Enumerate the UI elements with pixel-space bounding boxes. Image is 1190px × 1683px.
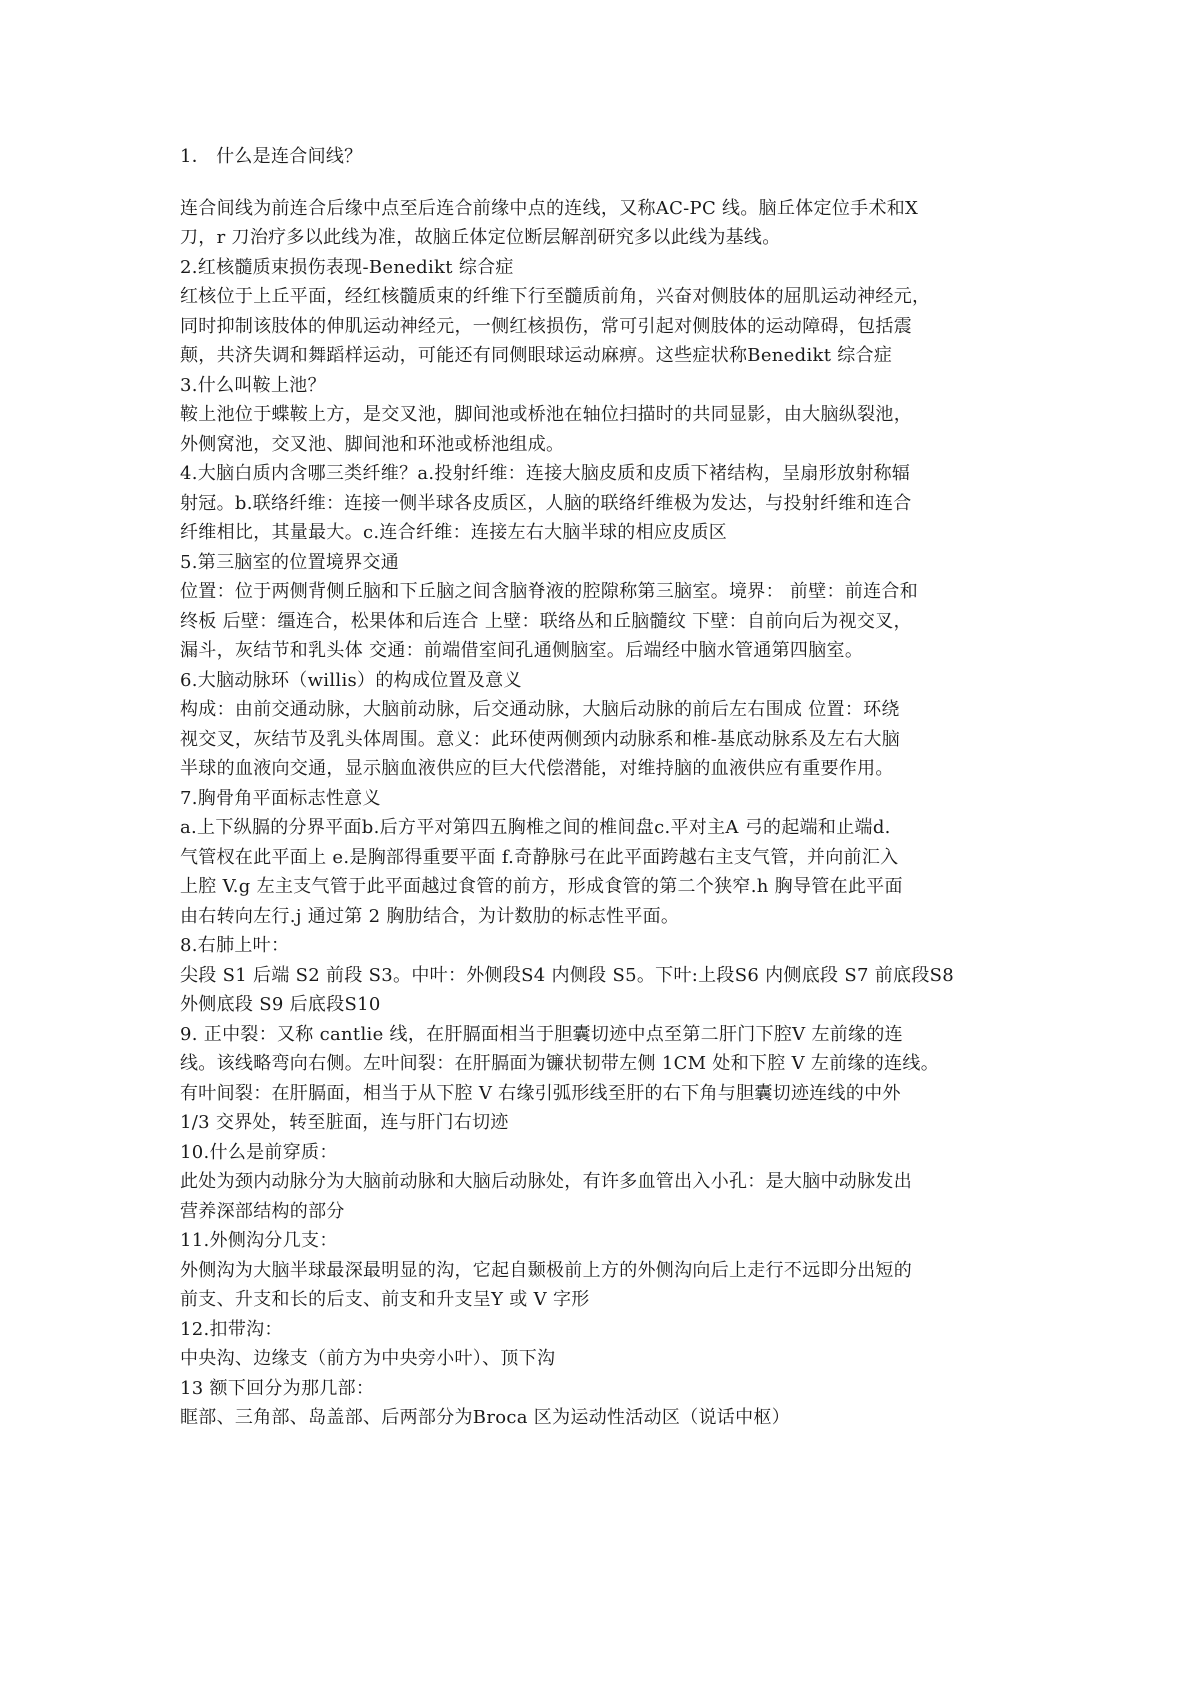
question-8-text-line: 外侧底段 S9 后底段S10 — [180, 994, 381, 1015]
paragraph-gap — [180, 172, 1030, 194]
question-6 — [180, 666, 1030, 784]
question-7-text-line: 上腔 V.g 左主支气管于此平面越过食管的前方，形成食管的第二个狭窄.h 胸导管在此平面 — [180, 876, 903, 897]
question-2-heading: 2.红核髓质束损伤表现-Benedikt 综合症 — [180, 256, 514, 278]
question-2-text-line: 颠，共济失调和舞蹈样运动，可能还有同侧眼球运动麻痹。这些症状称Benedikt 综合症 — [180, 345, 893, 366]
question-1 — [180, 142, 1030, 253]
question-5 — [180, 548, 1030, 666]
question-1-text-line: 连合间线为前连合后缘中点至后连合前缘中点的连线，又称AC-PC 线。脑丘体定位手术和X — [180, 197, 919, 219]
question-4 — [180, 459, 1030, 548]
question-7-text-line: a.上下纵膈的分界平面b.后方平对第四五胸椎之间的椎间盘c.平对主A 弓的起端和止端d. — [180, 817, 891, 838]
question-2-text-line: 同时抑制该肢体的伸肌运动神经元，一侧红核损伤，常可引起对侧肢体的运动障碍，包括震 — [180, 315, 912, 337]
question-5-text-line: 漏斗，灰结节和乳头体 交通：前端借室间孔通侧脑室。后端经中脑水管通第四脑室。 — [180, 640, 864, 661]
question-6-text-line: 半球的血液向交通，显示脑血液供应的巨大代偿潜能，对维持脑的血液供应有重要作用。 — [180, 758, 894, 779]
question-6-text-line: 视交叉，灰结节及乳头体周围。意义：此环使两侧颈内动脉系和椎-基底动脉系及左右大脑 — [180, 728, 901, 750]
question-8-text-line: 尖段 S1 后端 S2 前段 S3。中叶：外侧段S4 内侧段 S5。下叶:上段S6 内侧底段 S7 前底段S8 — [180, 964, 955, 986]
question-7-heading: 7.胸骨角平面标志性意义 — [180, 787, 381, 809]
question-10-text-line: 营养深部结构的部分 — [180, 1200, 345, 1222]
question-13 — [180, 1374, 1030, 1433]
question-8 — [180, 931, 1030, 1020]
question-3-text-line: 外侧窝池，交叉池、脚间池和环池或桥池组成。 — [180, 433, 565, 455]
question-2 — [180, 253, 1030, 371]
question-7-text-line: 由右转向左行.j 通过第 2 胸肋结合，为计数肋的标志性平面。 — [180, 905, 680, 927]
question-9-text-line: 1/3 交界处，转至脏面，连与肝门右切迹 — [180, 1112, 509, 1133]
question-1-heading: 1． 什么是连合间线？ — [180, 146, 363, 167]
question-4-text-line: 纤维相比，其量最大。c.连合纤维：连接左右大脑半球的相应皮质区 — [180, 522, 728, 543]
question-10-heading: 10.什么是前穿质： — [180, 1141, 338, 1163]
question-12 — [180, 1315, 1030, 1374]
question-4-text-line: 4.大脑白质内含哪三类纤维？a.投射纤维：连接大脑皮质和皮质下褚结构，呈扇形放射称辐 — [180, 463, 911, 484]
question-2-text-line: 红核位于上丘平面，经红核髓质束的纤维下行至髓质前角，兴奋对侧肢体的屈肌运动神经元， — [180, 286, 931, 307]
question-11-text-line: 外侧沟为大脑半球最深最明显的沟，它起自颞极前上方的外侧沟向后上走行不远即分出短的 — [180, 1259, 912, 1281]
question-4-text-line: 射冠。b.联络纤维：连接一侧半球各皮质区，人脑的联络纤维极为发达，与投射纤维和连合 — [180, 492, 912, 514]
question-3-text-line: 鞍上池位于蝶鞍上方，是交叉池，脚间池或桥池在轴位扫描时的共同显影，由大脑纵裂池， — [180, 404, 912, 425]
question-11 — [180, 1226, 1030, 1315]
question-7 — [180, 784, 1030, 932]
question-8-heading: 8.右肺上叶： — [180, 935, 290, 956]
question-3-heading: 3.什么叫鞍上池？ — [180, 374, 326, 396]
question-5-text-line: 终板 后壁：缰连合，松果体和后连合 上壁：联络丛和丘脑髓纹 下壁：自前向后为视交叉， — [180, 610, 912, 632]
document-page — [180, 142, 1030, 1433]
question-1-text-line: 刀，r 刀治疗多以此线为准，故脑丘体定位断层解剖研究多以此线为基线。 — [180, 227, 781, 248]
question-13-heading: 13 额下回分为那几部： — [180, 1377, 375, 1399]
question-11-text-line: 前支、升支和长的后支、前支和升支呈Y 或 V 字形 — [180, 1289, 590, 1310]
question-13-text-line: 眶部、三角部、岛盖部、后两部分为Broca 区为运动性活动区（说话中枢） — [180, 1407, 790, 1428]
question-5-text-line: 位置：位于两侧背侧丘脑和下丘脑之间含脑脊液的腔隙称第三脑室。境界： 前壁：前连合和 — [180, 581, 919, 602]
question-9-text-line: 9. 正中裂：又称 cantlie 线，在肝膈面相当于胆囊切迹中点至第二肝门下腔V 左前缘的连 — [180, 1023, 903, 1045]
question-9-text-line: 有叶间裂：在肝膈面，相当于从下腔 V 右缘引弧形线至肝的右下角与胆囊切迹连线的中外 — [180, 1082, 901, 1104]
question-5-heading: 5.第三脑室的位置境界交通 — [180, 551, 400, 573]
question-3 — [180, 371, 1030, 460]
question-10 — [180, 1138, 1030, 1227]
question-9 — [180, 1020, 1030, 1138]
question-12-heading: 12.扣带沟： — [180, 1318, 283, 1340]
question-7-text-line: 气管杈在此平面上 e.是胸部得重要平面 f.奇静脉弓在此平面跨越右主支气管，并向前汇入 — [180, 846, 899, 868]
question-9-text-line: 线。该线略弯向右侧。左叶间裂：在肝膈面为镰状韧带左侧 1CM 处和下腔 V 左前缘的连线。 — [180, 1053, 940, 1074]
question-11-heading: 11.外侧沟分几支： — [180, 1230, 338, 1251]
question-12-text-line: 中央沟、边缘支（前方为中央旁小叶）、顶下沟 — [180, 1348, 556, 1369]
question-10-text-line: 此处为颈内动脉分为大脑前动脉和大脑后动脉处，有许多血管出入小孔：是大脑中动脉发出 — [180, 1171, 912, 1192]
question-6-heading: 6.大脑动脉环（willis）的构成位置及意义 — [180, 669, 522, 691]
question-6-text-line: 构成：由前交通动脉，大脑前动脉，后交通动脉，大脑后动脉的前后左右围成 位置：环绕 — [180, 699, 900, 720]
